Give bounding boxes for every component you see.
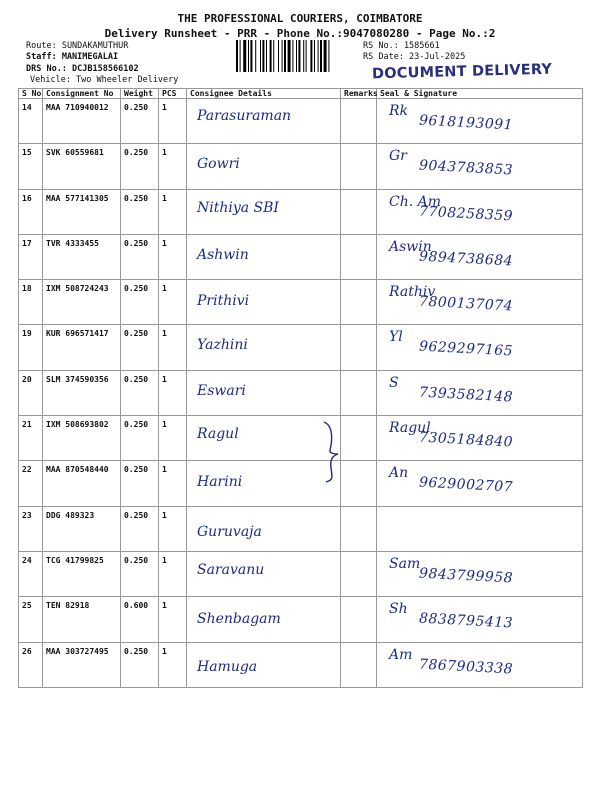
pcs-cell: 1 <box>159 506 187 551</box>
table-header-row <box>19 89 583 99</box>
consignee-name-handwritten: Saravanu <box>197 561 265 578</box>
remarks-cell <box>341 144 377 189</box>
phone-handwritten: 7708258359 <box>418 203 514 225</box>
table-row <box>19 642 583 687</box>
consignment-cell: TCG 41799825 <box>43 551 121 596</box>
phone-handwritten: 7305184840 <box>418 429 514 451</box>
sno-cell: 26 <box>19 642 43 687</box>
signature-cell <box>377 280 583 325</box>
staff-label: Staff: MANIMEGALAI <box>26 52 119 62</box>
signature-scrawl: Yl <box>389 329 403 346</box>
table-row <box>19 144 583 189</box>
table-row <box>19 189 583 234</box>
weight-cell: 0.250 <box>121 99 159 144</box>
signature-cell <box>377 506 583 551</box>
signature-cell <box>377 189 583 234</box>
signature-cell <box>377 99 583 144</box>
phone-handwritten: 9894738684 <box>418 248 514 270</box>
weight-cell: 0.250 <box>121 506 159 551</box>
signature-scrawl: Ragul <box>389 420 431 437</box>
remarks-cell <box>341 642 377 687</box>
consignee-cell <box>187 234 341 279</box>
signature-cell <box>377 416 583 461</box>
consignee-name-handwritten: Guruvaja <box>197 523 262 540</box>
consignee-cell <box>187 99 341 144</box>
phone-handwritten: 7393582148 <box>418 384 514 406</box>
sno-cell: 22 <box>19 461 43 506</box>
phone-handwritten: 9843799958 <box>418 565 514 587</box>
table-row <box>19 370 583 415</box>
signature-cell <box>377 597 583 642</box>
signature-scrawl: Aswin <box>389 238 432 255</box>
phone-handwritten: 8838795413 <box>418 610 514 632</box>
consignee-cell <box>187 551 341 596</box>
remarks-cell <box>341 551 377 596</box>
consignee-name-handwritten: Yazhini <box>197 337 248 354</box>
table-row <box>19 99 583 144</box>
weight-cell: 0.250 <box>121 234 159 279</box>
pcs-cell: 1 <box>159 597 187 642</box>
consignment-cell: MAA 710940012 <box>43 99 121 144</box>
remarks-cell <box>341 506 377 551</box>
signature-scrawl: Sh <box>389 601 408 618</box>
signature-cell <box>377 325 583 370</box>
table-row <box>19 597 583 642</box>
consignment-cell: KUR 696571417 <box>43 325 121 370</box>
bracket-mark <box>318 420 348 484</box>
weight-cell: 0.600 <box>121 597 159 642</box>
sno-cell: 18 <box>19 280 43 325</box>
signature-scrawl: An <box>389 465 409 482</box>
weight-cell: 0.250 <box>121 325 159 370</box>
signature-scrawl: Sam <box>389 555 421 572</box>
sno-cell: 20 <box>19 370 43 415</box>
rs-number: RS No.: 1585661 <box>363 41 440 51</box>
signature-scrawl: Ch. Am <box>389 193 442 210</box>
sno-cell: 14 <box>19 99 43 144</box>
signature-cell <box>377 461 583 506</box>
pcs-cell: 1 <box>159 416 187 461</box>
consignee-cell <box>187 597 341 642</box>
signature-scrawl: Rk <box>389 103 409 119</box>
sno-cell: 17 <box>19 234 43 279</box>
pcs-cell: 1 <box>159 99 187 144</box>
pcs-cell: 1 <box>159 189 187 234</box>
remarks-cell <box>341 597 377 642</box>
consignment-cell: IXM 508724243 <box>43 280 121 325</box>
col-signature: Seal & Signature <box>377 89 583 99</box>
remarks-cell <box>341 189 377 234</box>
document-delivery-stamp: DOCUMENT DELIVERY <box>371 61 553 83</box>
table-row <box>19 506 583 551</box>
table-row <box>19 416 583 461</box>
col-pcs: PCS <box>159 89 187 99</box>
weight-cell: 0.250 <box>121 461 159 506</box>
phone-handwritten: 9629002707 <box>418 474 514 496</box>
sno-cell: 19 <box>19 325 43 370</box>
weight-cell: 0.250 <box>121 551 159 596</box>
signature-cell <box>377 234 583 279</box>
consignment-cell: DDG 489323 <box>43 506 121 551</box>
consignee-cell <box>187 642 341 687</box>
table-row <box>19 234 583 279</box>
company-title: THE PROFESSIONAL COURIERS, COIMBATORE <box>177 12 423 25</box>
signature-scrawl: Gr <box>389 148 407 165</box>
vehicle-label: Vehicle: Two Wheeler Delivery <box>30 75 179 85</box>
consignee-name-handwritten: Ashwin <box>197 246 249 263</box>
consignee-name-handwritten: Hamuga <box>197 658 258 675</box>
signature-scrawl: S <box>389 374 399 391</box>
weight-cell: 0.250 <box>121 416 159 461</box>
table-row <box>19 461 583 506</box>
col-remarks: Remarks <box>341 89 377 99</box>
consignment-cell: MAA 870548440 <box>43 461 121 506</box>
consignment-cell: TEN 82918 <box>43 597 121 642</box>
drs-number: DRS No.: DCJB158566102 <box>26 64 139 74</box>
consignment-cell: SLM 374590356 <box>43 370 121 415</box>
remarks-cell <box>341 99 377 144</box>
col-weight: Weight <box>121 89 159 99</box>
col-consignment: Consignment No <box>43 89 121 99</box>
signature-cell <box>377 370 583 415</box>
weight-cell: 0.250 <box>121 370 159 415</box>
signature-cell <box>377 144 583 189</box>
rs-date: RS Date: 23-Jul-2025 <box>363 52 466 62</box>
pcs-cell: 1 <box>159 461 187 506</box>
consignee-name-handwritten: Prithivi <box>197 293 250 310</box>
phone-handwritten: 7867903338 <box>418 656 514 678</box>
table-row <box>19 280 583 325</box>
runsheet-subtitle: Delivery Runsheet - PRR - Phone No.:9047080280 - Page No.:2 <box>104 27 496 40</box>
consignment-cell: MAA 303727495 <box>43 642 121 687</box>
weight-cell: 0.250 <box>121 144 159 189</box>
runsheet-table <box>18 88 583 688</box>
consignee-cell <box>187 144 341 189</box>
consignment-cell: SVK 60559681 <box>43 144 121 189</box>
sno-cell: 15 <box>19 144 43 189</box>
remarks-cell <box>341 234 377 279</box>
consignment-cell: IXM 508693802 <box>43 416 121 461</box>
consignment-cell: MAA 577141305 <box>43 189 121 234</box>
signature-scrawl: Rathiv <box>389 284 436 301</box>
phone-handwritten: 7800137074 <box>418 293 514 315</box>
col-consignee: Consignee Details <box>187 89 341 99</box>
barcode <box>236 40 360 72</box>
consignee-name-handwritten: Harini <box>197 474 243 491</box>
weight-cell: 0.250 <box>121 280 159 325</box>
remarks-cell <box>341 370 377 415</box>
signature-scrawl: Am <box>389 646 413 663</box>
pcs-cell: 1 <box>159 325 187 370</box>
consignee-cell <box>187 280 341 325</box>
remarks-cell <box>341 325 377 370</box>
consignee-cell <box>187 370 341 415</box>
consignee-name-handwritten: Parasuraman <box>197 108 292 124</box>
pcs-cell: 1 <box>159 370 187 415</box>
consignee-cell <box>187 189 341 234</box>
remarks-cell <box>341 280 377 325</box>
signature-cell <box>377 642 583 687</box>
sno-cell: 25 <box>19 597 43 642</box>
weight-cell: 0.250 <box>121 642 159 687</box>
phone-handwritten: 9629297165 <box>418 339 514 360</box>
route-label: Route: SUNDAKAMUTHUR <box>26 41 129 51</box>
pcs-cell: 1 <box>159 234 187 279</box>
table-row <box>19 551 583 596</box>
signature-cell <box>377 551 583 596</box>
sno-cell: 16 <box>19 189 43 234</box>
consignee-name-handwritten: Shenbagam <box>197 611 281 628</box>
table-row <box>19 325 583 370</box>
consignee-name-handwritten: Eswari <box>197 382 246 399</box>
phone-handwritten: 9618193091 <box>418 112 514 134</box>
pcs-cell: 1 <box>159 144 187 189</box>
consignee-name-handwritten: Gowri <box>197 156 240 173</box>
pcs-cell: 1 <box>159 280 187 325</box>
consignee-cell <box>187 325 341 370</box>
pcs-cell: 1 <box>159 551 187 596</box>
consignee-name-handwritten: Nithiya SBI <box>197 199 279 216</box>
sno-cell: 23 <box>19 506 43 551</box>
pcs-cell: 1 <box>159 642 187 687</box>
sno-cell: 21 <box>19 416 43 461</box>
consignee-name-handwritten: Ragul <box>197 426 239 443</box>
sno-cell: 24 <box>19 551 43 596</box>
col-sno: S No <box>19 89 43 99</box>
consignee-cell <box>187 506 341 551</box>
consignment-cell: TVR 4333455 <box>43 234 121 279</box>
phone-handwritten: 9043783853 <box>418 157 514 179</box>
weight-cell: 0.250 <box>121 189 159 234</box>
